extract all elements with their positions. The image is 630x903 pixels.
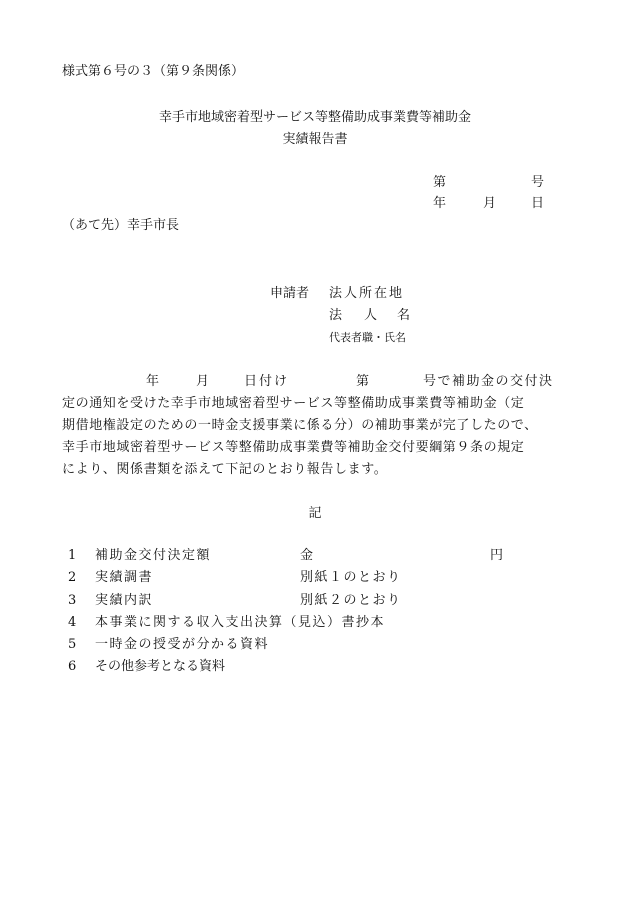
title-line-1: 幸手市地域密着型サービス等整備助成事業費等補助金 xyxy=(158,110,471,125)
date-year: 年 xyxy=(433,196,447,211)
applicant-name-label-2: 人 xyxy=(364,308,378,323)
applicant-label: 申請者 xyxy=(270,286,310,301)
applicant-name-label-3: 名 xyxy=(397,308,411,323)
item-1-value: 金 xyxy=(300,548,314,563)
item-3-label: 実績内訳 xyxy=(95,593,154,608)
date-day: 日 xyxy=(531,196,545,211)
item-2-label: 実績調書 xyxy=(95,570,154,585)
item-2-value: 別紙１のとおり xyxy=(300,570,402,585)
item-5-num: 5 xyxy=(68,637,77,652)
item-1-label: 補助金交付決定額 xyxy=(95,548,212,563)
item-6-label: その他参考となる資料 xyxy=(95,659,226,674)
representative-label: 代表者職・氏名 xyxy=(329,331,406,344)
body-line-1-dai: 第 xyxy=(356,374,370,389)
title-line-2: 実績報告書 xyxy=(282,132,348,147)
item-4-num: 4 xyxy=(68,615,77,630)
item-1-num: 1 xyxy=(68,548,77,563)
item-3-value: 別紙２のとおり xyxy=(300,593,402,608)
applicant-name-label-1: 法 xyxy=(329,308,343,323)
item-4-label: 本事業に関する収入支出決算（見込）書抄本 xyxy=(95,615,386,630)
body-line-5: により、関係書類を添えて下記のとおり報告します。 xyxy=(62,462,388,477)
form-number: 様式第６号の３（第９条関係） xyxy=(62,64,245,79)
body-line-1-rest: 号で補助金の交付決 xyxy=(423,374,554,389)
item-3-num: 3 xyxy=(68,593,77,608)
date-month: 月 xyxy=(483,196,497,211)
ki-heading: 記 xyxy=(308,506,322,521)
item-1-unit: 円 xyxy=(490,548,504,563)
body-line-1-month: 月 xyxy=(196,374,210,389)
body-line-3: 期借地権設定のための一時金支援事業に係る分）の補助事業が完了したので、 xyxy=(62,418,538,433)
body-line-1-day: 日付け xyxy=(244,374,290,389)
item-5-label: 一時金の授受が分かる資料 xyxy=(95,637,270,652)
addressee: （あて先）幸手市長 xyxy=(62,218,180,233)
item-6-num: 6 xyxy=(68,659,77,674)
item-2-num: 2 xyxy=(68,570,77,585)
body-line-1-year: 年 xyxy=(146,374,160,389)
doc-number-dai: 第 xyxy=(433,175,447,190)
body-line-2: 定の通知を受けた幸手市地域密着型サービス等整備助成事業費等補助金（定 xyxy=(62,396,525,411)
applicant-address-label: 法人所在地 xyxy=(329,286,405,301)
doc-number-go: 号 xyxy=(531,175,545,190)
body-line-4: 幸手市地域密着型サービス等整備助成事業費等補助金交付要綱第９条の規定 xyxy=(62,440,525,455)
